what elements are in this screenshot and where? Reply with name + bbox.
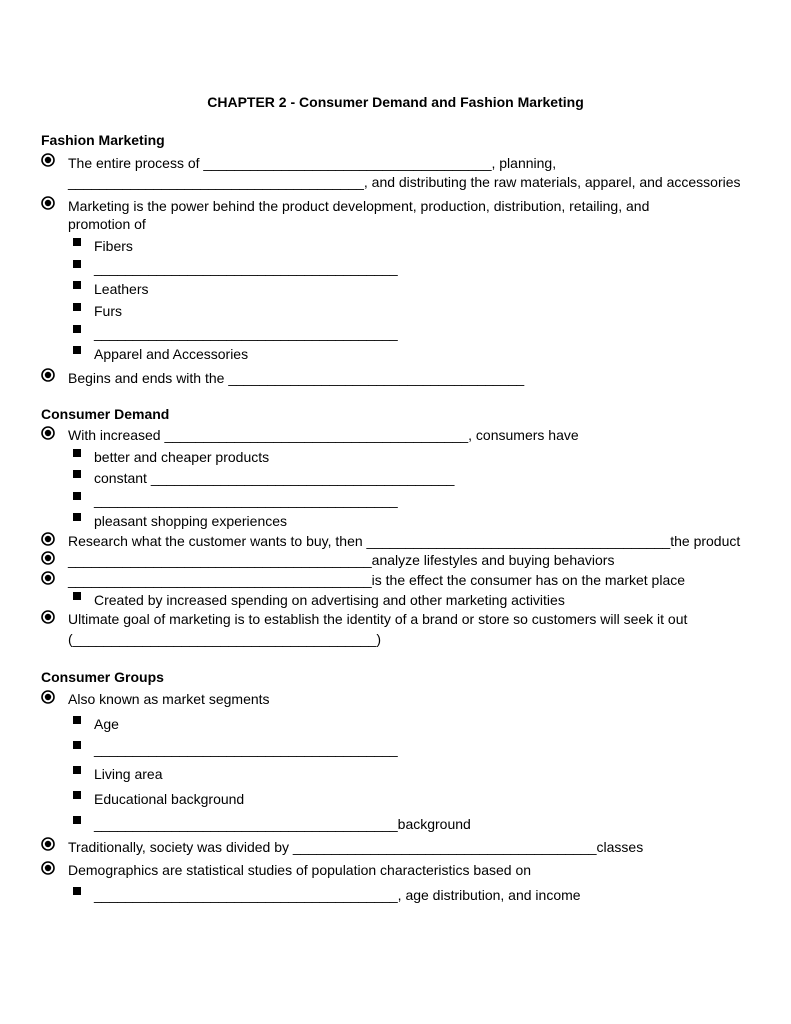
- sub-list-item: _______________________________________: [94, 325, 398, 341]
- circle-bullet-icon: [41, 690, 55, 704]
- list-item: Traditionally, society was divided by _______________________________________classes: [68, 839, 644, 855]
- square-bullet-icon: [73, 260, 81, 268]
- square-bullet-icon: [73, 346, 81, 354]
- circle-bullet-icon: [41, 610, 55, 624]
- list-item-continuation: ______________________________________, and distributing the raw materials, apparel, and accessories: [68, 174, 741, 190]
- sub-list-item: _______________________________________background: [94, 816, 471, 832]
- sub-list-item: Created by increased spending on advertising and other marketing activities: [94, 592, 565, 608]
- list-item: Also known as market segments: [68, 691, 270, 707]
- square-bullet-icon: [73, 492, 81, 500]
- square-bullet-icon: [73, 766, 81, 774]
- list-item: Research what the customer wants to buy, then _______________________________________the product: [68, 533, 741, 549]
- page-title: CHAPTER 2 - Consumer Demand and Fashion Marketing: [207, 94, 584, 110]
- circle-bullet-icon: [41, 551, 55, 565]
- sub-list-item: _______________________________________: [94, 492, 398, 508]
- list-item-continuation: promotion of: [68, 216, 146, 232]
- circle-bullet-icon: [41, 532, 55, 546]
- square-bullet-icon: [73, 741, 81, 749]
- section-heading-consumer-groups: Consumer Groups: [41, 669, 164, 685]
- circle-bullet-icon: [41, 426, 55, 440]
- sub-list-item: _______________________________________: [94, 260, 398, 276]
- circle-bullet-icon: [41, 861, 55, 875]
- square-bullet-icon: [73, 716, 81, 724]
- square-bullet-icon: [73, 592, 81, 600]
- square-bullet-icon: [73, 238, 81, 246]
- square-bullet-icon: [73, 281, 81, 289]
- square-bullet-icon: [73, 449, 81, 457]
- list-item: _______________________________________is the effect the consumer has on the market place: [68, 572, 686, 588]
- circle-bullet-icon: [41, 571, 55, 585]
- sub-list-item: Educational background: [94, 791, 245, 807]
- list-item: Demographics are statistical studies of population characteristics based on: [68, 862, 532, 878]
- section-heading-fashion-marketing: Fashion Marketing: [41, 132, 165, 148]
- sub-list-item: _______________________________________: [94, 741, 398, 757]
- list-item: Begins and ends with the ______________________________________: [68, 370, 525, 386]
- square-bullet-icon: [73, 513, 81, 521]
- square-bullet-icon: [73, 816, 81, 824]
- sub-list-item: Apparel and Accessories: [94, 346, 249, 362]
- list-item: Marketing is the power behind the product development, production, distribution, retailing, and: [68, 198, 650, 214]
- list-item: The entire process of _____________________________________, planning,: [68, 155, 557, 171]
- sub-list-item: constant _______________________________________: [94, 470, 455, 486]
- circle-bullet-icon: [41, 837, 55, 851]
- sub-list-item: _______________________________________, age distribution, and income: [94, 887, 581, 903]
- sub-list-item: pleasant shopping experiences: [94, 513, 288, 529]
- list-item-continuation: (_______________________________________): [68, 631, 381, 647]
- sub-list-item: Furs: [94, 303, 122, 319]
- sub-list-item: Living area: [94, 766, 163, 782]
- sub-list-item: Fibers: [94, 238, 133, 254]
- square-bullet-icon: [73, 325, 81, 333]
- sub-list-item: Leathers: [94, 281, 149, 297]
- list-item: Ultimate goal of marketing is to establish the identity of a brand or store so customers will seek it out: [68, 611, 688, 627]
- square-bullet-icon: [73, 887, 81, 895]
- square-bullet-icon: [73, 791, 81, 799]
- square-bullet-icon: [73, 303, 81, 311]
- list-item: With increased _______________________________________, consumers have: [68, 427, 579, 443]
- list-item: _______________________________________analyze lifestyles and buying behaviors: [68, 552, 615, 568]
- circle-bullet-icon: [41, 368, 55, 382]
- square-bullet-icon: [73, 470, 81, 478]
- sub-list-item: better and cheaper products: [94, 449, 270, 465]
- sub-list-item: Age: [94, 716, 119, 732]
- circle-bullet-icon: [41, 153, 55, 167]
- circle-bullet-icon: [41, 196, 55, 210]
- section-heading-consumer-demand: Consumer Demand: [41, 406, 170, 422]
